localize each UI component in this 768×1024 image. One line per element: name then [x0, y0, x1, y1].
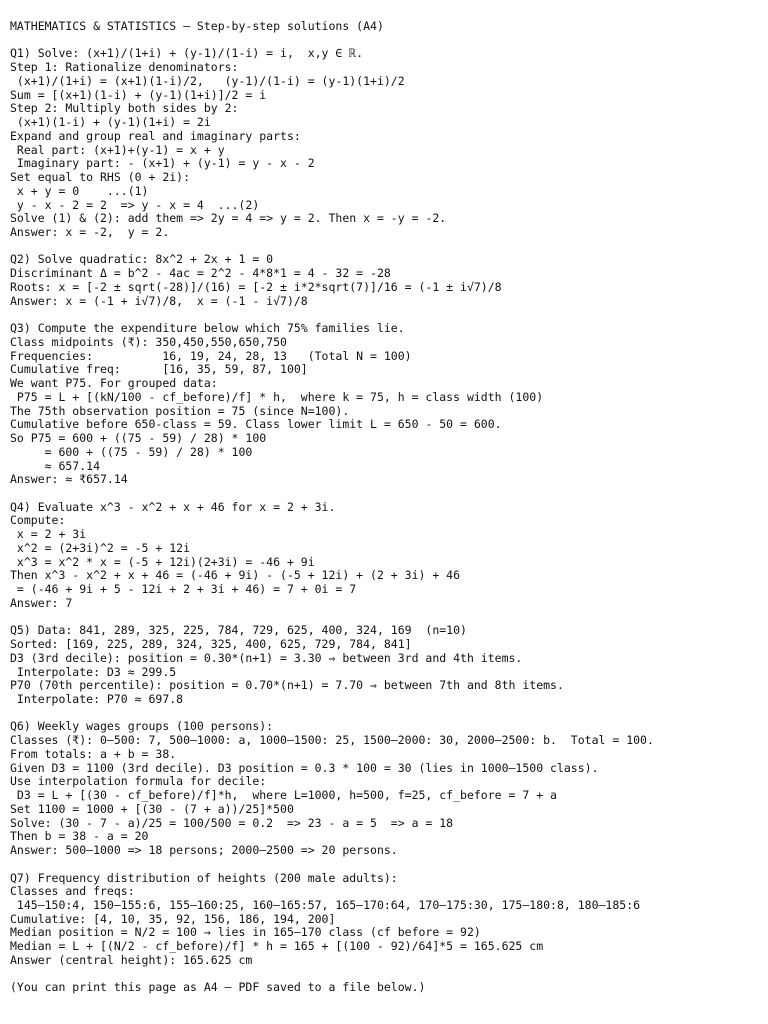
question-heading: Q4) Evaluate x^3 - x^2 + x + 46 for x = 2 + 3i. — [10, 499, 336, 514]
text-line: Real part: (x+1)+(y-1) = x + y — [10, 142, 225, 157]
text-line: D3 = L + [(30 - cf_before)/f]*h, where L=1000, h=500, f=25, cf_before = 7 + a — [10, 788, 557, 803]
question-heading: Q7) Frequency distribution of heights (200 male adults): — [10, 870, 398, 885]
text-line: Interpolate: D3 ≈ 299.5 — [10, 664, 177, 679]
text-line: Median = L + [(N/2 - cf_before)/f] * h = 165 + [(100 - 92)/64]*5 = 165.625 cm — [10, 939, 544, 954]
text-line: Class midpoints (₹): 350,450,550,650,750 — [10, 334, 287, 349]
text-line: Interpolate: P70 ≈ 697.8 — [10, 691, 184, 706]
question-heading: Q3) Compute the expenditure below which 75% families lie. — [10, 321, 405, 336]
text-line: Cumulative freq: [16, 35, 59, 87, 100] — [10, 362, 308, 377]
text-line: Use interpolation formula for decile: — [10, 774, 267, 789]
blank-line — [10, 611, 765, 625]
text-line: From totals: a + b = 38. — [10, 746, 177, 761]
text-line: So P75 = 600 + ((75 - 59) / 28) * 100 — [10, 431, 267, 446]
question-heading: Q1) Solve: (x+1)/(1+i) + (y-1)/(1-i) = i, x,y ∈ ℝ. — [10, 46, 364, 61]
text-line: Solve (1) & (2): add them => 2y = 4 => y = 2. Then x = -y = -2. — [10, 211, 447, 226]
text-line: x^3 = x^2 * x = (-5 + 12i)(2+3i) = -46 + 9i — [10, 554, 315, 569]
answer-line: Answer: ≈ ₹657.14 — [10, 472, 128, 487]
text-line: Cumulative before 650-class = 59. Class lower limit L = 650 - 50 = 600. — [10, 417, 502, 432]
answer-line: Answer: x = (-1 + i√7)/8, x = (-1 - i√7)/8 — [10, 293, 308, 308]
question-heading: Q5) Data: 841, 289, 325, 225, 784, 729, 625, 400, 324, 169 (n=10) — [10, 623, 467, 638]
page-title: MATHEMATICS & STATISTICS — Step-by-step solutions (A4) — [10, 19, 384, 33]
question-heading: Q2) Solve quadratic: 8x^2 + 2x + 1 = 0 — [10, 252, 274, 267]
answer-line: Answer: 500–1000 => 18 persons; 2000–2500 => 20 persons. — [10, 843, 398, 858]
text-line: = (-46 + 9i + 5 - 12i + 2 + 3i + 46) = 7 + 0i = 7 — [10, 582, 357, 597]
blank-line — [10, 34, 765, 48]
text-line: Discriminant Δ = b^2 - 4ac = 2^2 - 4*8*1 = 4 - 32 = -28 — [10, 266, 391, 281]
text-line: Set equal to RHS (0 + 2i): — [10, 170, 191, 185]
text-line: ≈ 657.14 — [10, 458, 101, 473]
text-line: x + y = 0 ...(1) — [10, 183, 149, 198]
text-line: Classes (₹): 0–500: 7, 500–1000: a, 1000–1500: 25, 1500–2000: 30, 2000–2500: b. Total = 100. — [10, 733, 654, 748]
text-line: (x+1)/(1+i) = (x+1)(1-i)/2, (y-1)/(1-i) = (y-1)(1+i)/2 — [10, 73, 405, 88]
text-line: Set 1100 = 1000 + [(30 - (7 + a))/25]*500 — [10, 801, 294, 816]
answer-line: Answer: 7 — [10, 595, 73, 610]
text-line: Solve: (30 - 7 - a)/25 = 100/500 = 0.2 => 23 - a = 5 => a = 18 — [10, 815, 454, 830]
text-line: 145–150:4, 150–155:6, 155–160:25, 160–165:57, 165–170:64, 170–175:30, 175–180:8, 180–185:6 — [10, 898, 641, 912]
blank-line — [10, 707, 765, 721]
text-line: (x+1)(1-i) + (y-1)(1+i) = 2i — [10, 115, 211, 130]
text-line: Expand and group real and imaginary parts: — [10, 128, 301, 143]
text-line: P75 = L + [(kN/100 - cf_before)/f] * h, where k = 75, h = class width (100) — [10, 389, 544, 404]
text-line: = 600 + ((75 - 59) / 28) * 100 — [10, 444, 253, 459]
text-line: x = 2 + 3i — [10, 527, 87, 542]
text-line: The 75th observation position = 75 (since N=100). — [10, 403, 350, 418]
text-line: Median position = N/2 = 100 → lies in 165–170 class (cf before = 92) — [10, 925, 481, 940]
text-line: Step 1: Rationalize denominators: — [10, 60, 239, 75]
text-line: Roots: x = [-2 ± sqrt(-28)]/(16) = [-2 ± i*2*sqrt(7)]/16 = (-1 ± i√7)/8 — [10, 279, 502, 294]
answer-line: Answer: x = -2, y = 2. — [10, 225, 170, 240]
blank-line — [10, 240, 765, 254]
text-line: We want P75. For grouped data: — [10, 376, 218, 391]
text-line: Given D3 = 1100 (3rd decile). D3 position = 0.3 * 100 = 30 (lies in 1000–1500 class). — [10, 760, 599, 775]
blank-line — [10, 858, 765, 872]
text-line: Cumulative: [4, 10, 35, 92, 156, 186, 194, 200] — [10, 911, 336, 926]
text-line: Sum = [(x+1)(1-i) + (y-1)(1+i)]/2 = i — [10, 87, 267, 102]
text-line: P70 (70th percentile): position = 0.70*(n+1) = 7.70 ⇒ between 7th and 8th items. — [10, 678, 564, 693]
blank-line — [10, 487, 765, 501]
footer-note: (You can print this page as A4 — PDF saved to a file below.) — [10, 980, 426, 995]
question-heading: Q6) Weekly wages groups (100 persons): — [10, 719, 274, 734]
text-line: Compute: — [10, 513, 66, 528]
blank-line — [10, 308, 765, 322]
text-line: Then x^3 - x^2 + x + 46 = (-46 + 9i) - (-5 + 12i) + (2 + 3i) + 46 — [10, 568, 461, 583]
text-line: Step 2: Multiply both sides by 2: — [10, 101, 239, 116]
text-line: Then b = 38 - a = 20 — [10, 829, 149, 844]
text-line: x^2 = (2+3i)^2 = -5 + 12i — [10, 540, 191, 555]
text-line: Classes and freqs: — [10, 884, 135, 899]
text-line: D3 (3rd decile): position = 0.30*(n+1) = 3.30 ⇒ between 3rd and 4th items. — [10, 650, 523, 665]
text-line: Sorted: [169, 225, 289, 324, 325, 400, 625, 729, 784, 841] — [10, 637, 412, 652]
text-line: y - x - 2 = 2 => y - x = 4 ...(2) — [10, 197, 260, 212]
answer-line: Answer (central height): 165.625 cm — [10, 952, 253, 967]
text-line: Frequencies: 16, 19, 24, 28, 13 (Total N = 100) — [10, 348, 412, 363]
blank-line — [10, 968, 765, 982]
solutions-document — [10, 20, 765, 995]
text-line: Imaginary part: - (x+1) + (y-1) = y - x - 2 — [10, 156, 315, 171]
